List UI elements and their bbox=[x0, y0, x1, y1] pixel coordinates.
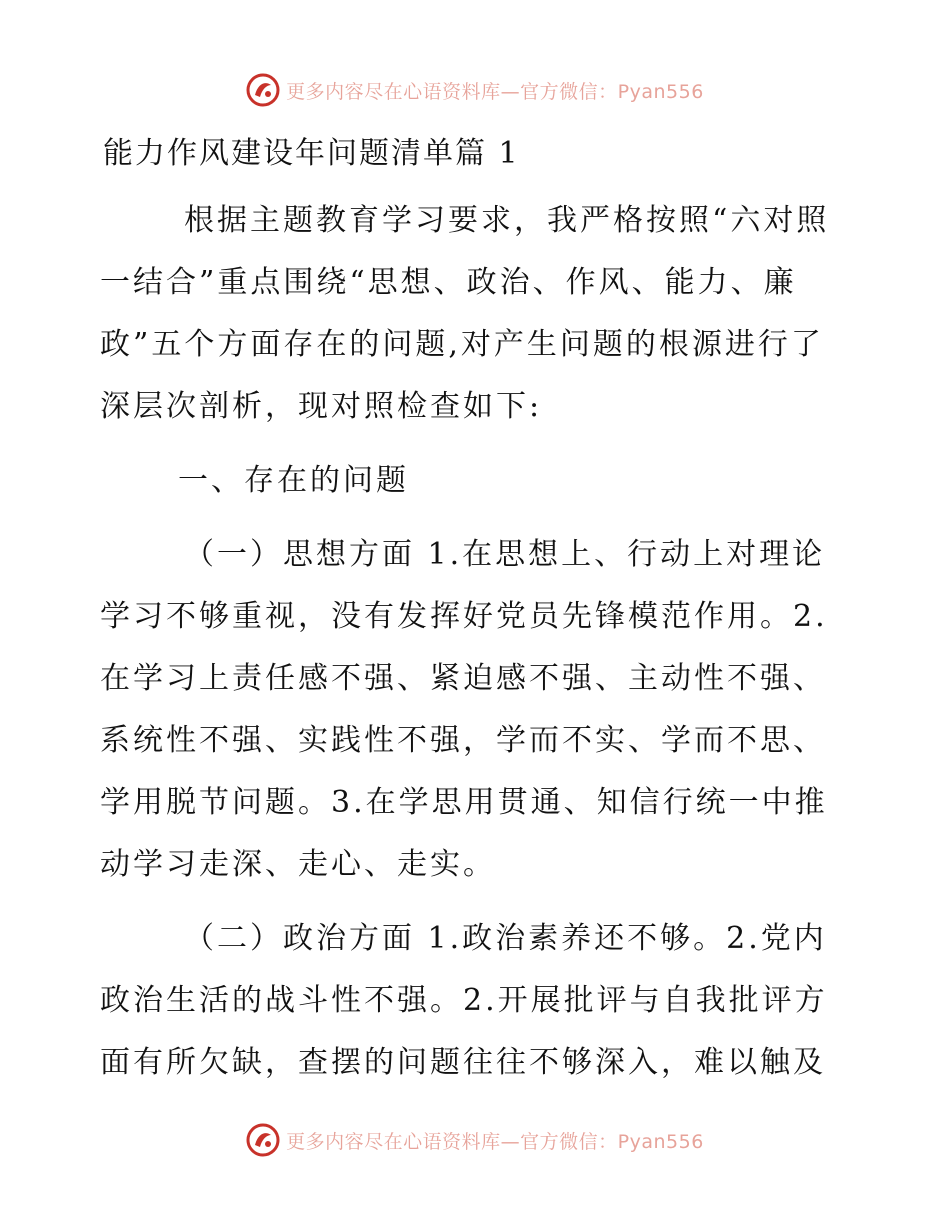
watermark-text: 更多内容尽在心语资料库—官方微信：Pyan556 bbox=[286, 80, 704, 103]
section-heading: 一、存在的问题 bbox=[178, 463, 409, 498]
header-watermark bbox=[0, 70, 950, 110]
paragraph-politics: （二）政治方面 1.政治素养还不够。2.党内政治生活的战斗性不强。2.开展批评与自我批评方面有所欠缺，查摆的问题往往不够深入，难以触及 bbox=[100, 921, 828, 1080]
watermark-text: 更多内容尽在心语资料库—官方微信：Pyan556 bbox=[286, 1130, 704, 1153]
document-body bbox=[100, 190, 850, 1106]
logo-icon bbox=[246, 73, 280, 107]
paragraph-thought: （一）思想方面 1.在思想上、行动上对理论学习不够重视，没有发挥好党员先锋模范作用。2.在学习上责任感不强、紧迫感不强、主动性不强、系统性不强、实践性不强，学而不实、学而不思、学用脱节问题。3.在学思用贯通、知信行统一中推动学习走深、走心、走实。 bbox=[100, 537, 828, 882]
footer-watermark bbox=[0, 1120, 950, 1160]
logo-icon bbox=[246, 1123, 280, 1157]
document-title: 能力作风建设年问题清单篇 1 bbox=[103, 136, 520, 171]
intro-paragraph: 根据主题教育学习要求，我严格按照“六对照一结合”重点围绕“思想、政治、作风、能力、廉政”五个方面存在的问题,对产生问题的根源进行了深层次剖析，现对照检查如下: bbox=[100, 203, 830, 424]
